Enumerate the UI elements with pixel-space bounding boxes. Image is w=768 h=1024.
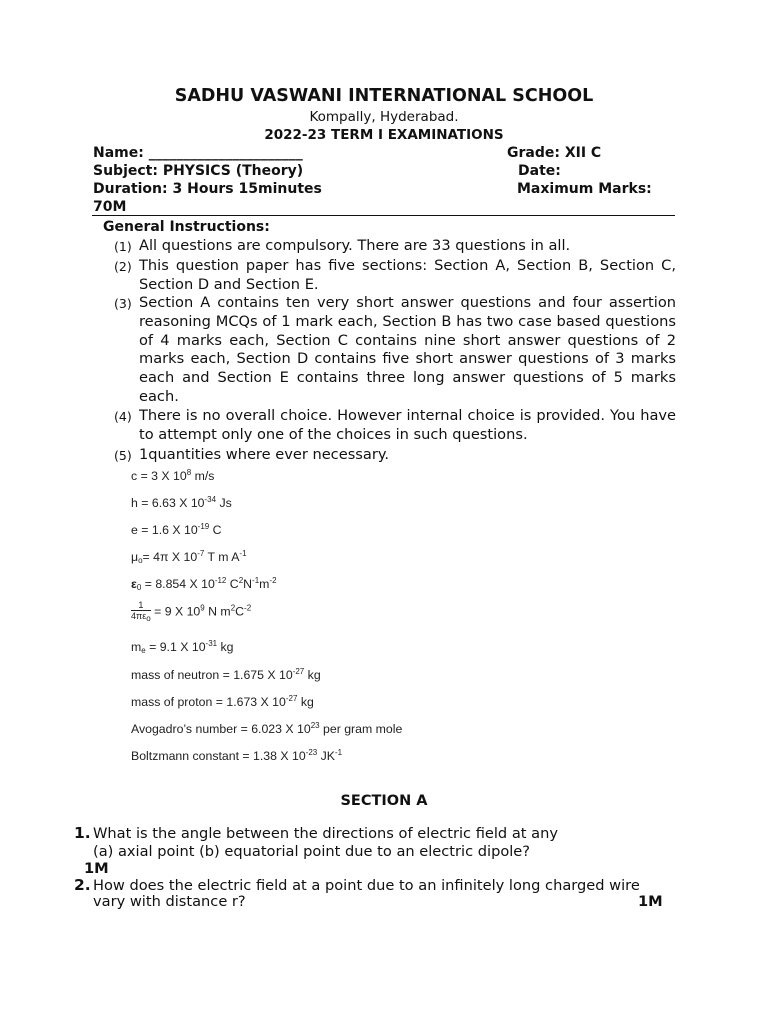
max-marks-label: Maximum Marks: [517, 181, 652, 197]
instruction-number: (5) [114, 448, 132, 463]
coulomb-fraction: $\frac{1}{4\pi\varepsilon_o}$ [131, 600, 151, 623]
date-label: Date: [518, 163, 561, 179]
instruction-text: All questions are compulsory. There are 33 questions in all. [139, 237, 571, 254]
constant-neutron-mass: mass of neutron = 1.675 X $10^{-27}$ kg [131, 667, 321, 682]
instructions-title: General Instructions: [103, 219, 270, 235]
question-text: (a) axial point (b) equatorial point due to an electric dipole? [93, 843, 531, 860]
instruction-text: Section A contains ten very short answer questions and four assertion reasoning MCQs of 1 mark each, Section B has two case based questions of 4 marks each, Section C contains nine short answer questions of 2 marks each, Section D contains five short answer questions of 3 marks each and Section E contains three long answer questions of 5 marks each. [139, 294, 676, 405]
constant-planck: h = 6.63 X $10^{-34}$ Js [131, 495, 232, 510]
name-field: Name: ______________________ [93, 145, 303, 161]
question-text: vary with distance r? [93, 893, 246, 910]
subject-label: Subject: PHYSICS (Theory) [93, 163, 304, 179]
instruction-item [114, 237, 676, 256]
instruction-item [114, 446, 676, 465]
instruction-text: There is no overall choice. However internal choice is provided. You have to attempt only one of the choices in such questions. [139, 407, 676, 443]
exam-title: 2022-23 TERM I EXAMINATIONS [264, 127, 504, 143]
constant-proton-mass: mass of proton = 1.673 X $10^{-27}$ kg [131, 694, 314, 709]
question-text: How does the electric field at a point due to an infinitely long charged wire [93, 877, 640, 894]
instruction-text: 1quantities where ever necessary. [139, 446, 390, 463]
instruction-number: (4) [114, 409, 132, 424]
question-number: 2. [74, 876, 91, 894]
question-marks: 1M [84, 860, 109, 877]
question-text: What is the angle between the directions of electric field at any [93, 825, 558, 842]
constant-boltzmann: Boltzmann constant = 1.38 X $10^{-23}$ $JK^{-1}$ [131, 748, 343, 763]
instruction-number: (2) [114, 259, 132, 274]
school-address: Kompally, Hyderabad. [309, 109, 459, 125]
instruction-item [114, 257, 676, 295]
constant-permittivity: $\varepsilon_0 = 8.854$ X $10^{-12}$ $C^2N^{-1}m^{-2}$ [131, 576, 277, 592]
question-marks: 1M [638, 893, 663, 910]
instruction-number: (3) [114, 296, 132, 311]
instruction-item [114, 407, 676, 445]
constant-electron-charge: e = 1.6 X $10^{-19}$ C [131, 522, 222, 537]
duration-label: Duration: 3 Hours 15minutes [93, 181, 322, 197]
constant-electron-mass: $m_e = 9.1$ X $10^{-31}$ kg [131, 639, 234, 655]
max-marks-value: 70M [93, 199, 127, 215]
school-name: SADHU VASWANI INTERNATIONAL SCHOOL [174, 86, 594, 106]
constant-speed-of-light: c = 3 X $10^8$ m/s [131, 468, 215, 483]
instruction-item [114, 294, 676, 407]
grade-label: Grade: XII C [507, 145, 602, 161]
constant-avogadro: Avogadro’s number = 6.023 X $10^{23}$ per gram mole [131, 721, 403, 736]
constant-coulomb: $\frac{1}{4\pi\varepsilon_o}$ = 9 X $10^9$ N $m^2C^{-2}$ [131, 600, 252, 623]
section-a-heading: SECTION A [340, 793, 428, 809]
instruction-number: (1) [114, 239, 132, 254]
constant-permeability: $\mu_o= 4\pi$ X $10^{-7}$ T m $A^{-1}$ [131, 549, 247, 565]
instruction-text: This question paper has five sections: Section A, Section B, Section C, Section D and Section E. [139, 257, 676, 293]
header-divider [92, 215, 675, 216]
question-number: 1. [74, 824, 91, 842]
